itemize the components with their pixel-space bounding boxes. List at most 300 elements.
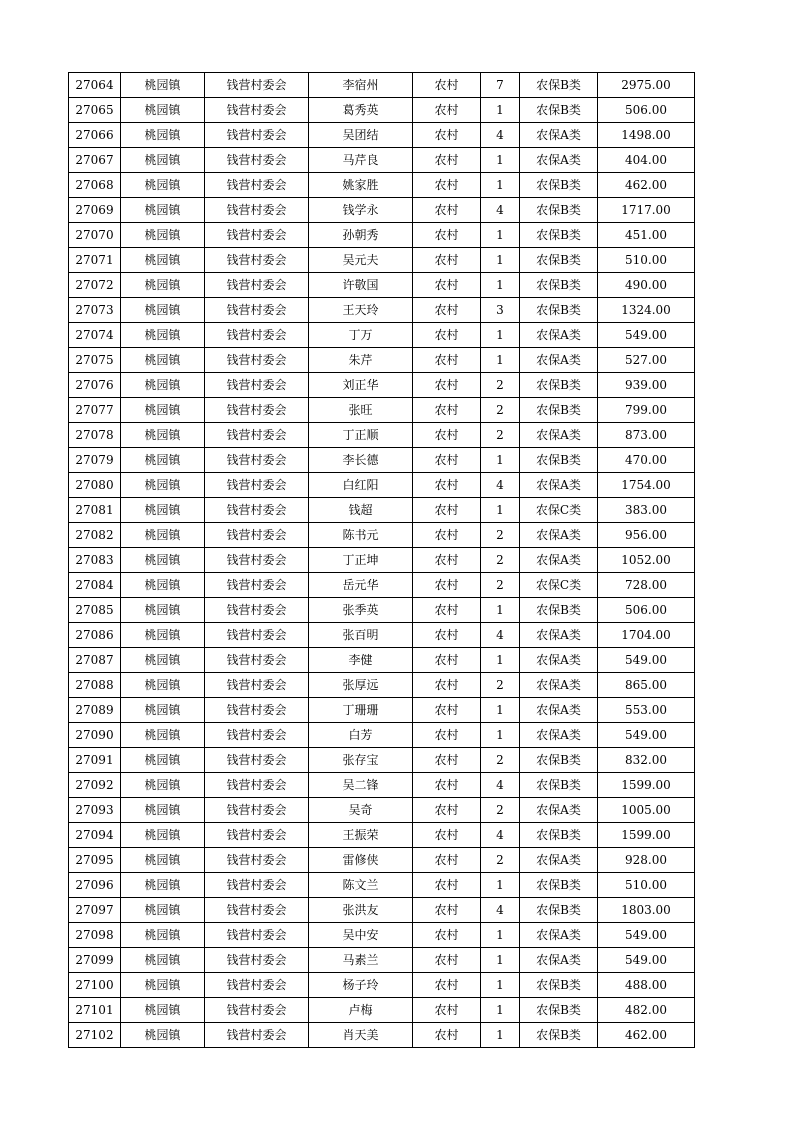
name-cell: 吴元夫 [309,248,413,273]
name-cell: 李健 [309,648,413,673]
name-cell: 葛秀英 [309,98,413,123]
insurance-category-cell: 农保C类 [520,498,598,523]
record-id-cell: 27064 [69,73,121,98]
town-cell: 桃园镇 [121,298,205,323]
insurance-category-cell: 农保A类 [520,548,598,573]
table-row [69,923,695,948]
amount-cell: 549.00 [598,948,695,973]
area-type-cell: 农村 [413,173,481,198]
town-cell: 桃园镇 [121,348,205,373]
town-cell: 桃园镇 [121,498,205,523]
amount-cell: 462.00 [598,173,695,198]
record-id-cell: 27070 [69,223,121,248]
area-type-cell: 农村 [413,448,481,473]
name-cell: 钱超 [309,498,413,523]
town-cell: 桃园镇 [121,248,205,273]
table-row [69,173,695,198]
area-type-cell: 农村 [413,898,481,923]
village-cell: 钱营村委会 [205,198,309,223]
insurance-category-cell: 农保A类 [520,848,598,873]
town-cell: 桃园镇 [121,873,205,898]
village-cell: 钱营村委会 [205,248,309,273]
town-cell: 桃园镇 [121,798,205,823]
insurance-category-cell: 农保B类 [520,98,598,123]
amount-cell: 510.00 [598,873,695,898]
area-type-cell: 农村 [413,923,481,948]
town-cell: 桃园镇 [121,323,205,348]
record-id-cell: 27096 [69,873,121,898]
insurance-category-cell: 农保B类 [520,298,598,323]
table-row [69,998,695,1023]
record-id-cell: 27098 [69,923,121,948]
table-row [69,948,695,973]
table-row [69,523,695,548]
name-cell: 李宿州 [309,73,413,98]
record-id-cell: 27079 [69,448,121,473]
table-row [69,123,695,148]
amount-cell: 482.00 [598,998,695,1023]
town-cell: 桃园镇 [121,623,205,648]
name-cell: 张存宝 [309,748,413,773]
table-row [69,623,695,648]
village-cell: 钱营村委会 [205,698,309,723]
town-cell: 桃园镇 [121,598,205,623]
household-count-cell: 7 [481,73,520,98]
village-cell: 钱营村委会 [205,773,309,798]
area-type-cell: 农村 [413,548,481,573]
area-type-cell: 农村 [413,373,481,398]
town-cell: 桃园镇 [121,948,205,973]
record-id-cell: 27102 [69,1023,121,1048]
table-row [69,348,695,373]
town-cell: 桃园镇 [121,173,205,198]
table-row [69,223,695,248]
table-row [69,448,695,473]
name-cell: 张旺 [309,398,413,423]
town-cell: 桃园镇 [121,273,205,298]
name-cell: 王天玲 [309,298,413,323]
table-row [69,398,695,423]
insurance-category-cell: 农保B类 [520,998,598,1023]
town-cell: 桃园镇 [121,423,205,448]
household-count-cell: 1 [481,448,520,473]
area-type-cell: 农村 [413,498,481,523]
amount-cell: 1005.00 [598,798,695,823]
area-type-cell: 农村 [413,1023,481,1048]
household-count-cell: 1 [481,723,520,748]
record-id-cell: 27069 [69,198,121,223]
name-cell: 岳元华 [309,573,413,598]
village-cell: 钱营村委会 [205,998,309,1023]
town-cell: 桃园镇 [121,723,205,748]
table-row [69,98,695,123]
table-body [69,73,695,1048]
record-id-cell: 27084 [69,573,121,598]
town-cell: 桃园镇 [121,898,205,923]
household-count-cell: 1 [481,348,520,373]
village-cell: 钱营村委会 [205,873,309,898]
amount-cell: 404.00 [598,148,695,173]
village-cell: 钱营村委会 [205,423,309,448]
amount-cell: 1324.00 [598,298,695,323]
area-type-cell: 农村 [413,323,481,348]
table-row [69,273,695,298]
village-cell: 钱营村委会 [205,173,309,198]
area-type-cell: 农村 [413,73,481,98]
household-count-cell: 2 [481,573,520,598]
household-count-cell: 1 [481,223,520,248]
table-row [69,798,695,823]
town-cell: 桃园镇 [121,673,205,698]
record-id-cell: 27074 [69,323,121,348]
household-count-cell: 1 [481,698,520,723]
amount-cell: 553.00 [598,698,695,723]
household-count-cell: 1 [481,998,520,1023]
household-count-cell: 2 [481,423,520,448]
area-type-cell: 农村 [413,423,481,448]
village-cell: 钱营村委会 [205,798,309,823]
amount-cell: 832.00 [598,748,695,773]
insurance-category-cell: 农保C类 [520,573,598,598]
amount-cell: 799.00 [598,398,695,423]
household-count-cell: 1 [481,1023,520,1048]
town-cell: 桃园镇 [121,1023,205,1048]
amount-cell: 1599.00 [598,773,695,798]
table-row [69,373,695,398]
area-type-cell: 农村 [413,648,481,673]
village-cell: 钱营村委会 [205,273,309,298]
record-id-cell: 27077 [69,398,121,423]
household-count-cell: 1 [481,98,520,123]
household-count-cell: 4 [481,123,520,148]
area-type-cell: 农村 [413,973,481,998]
area-type-cell: 农村 [413,873,481,898]
household-count-cell: 4 [481,823,520,848]
name-cell: 丁万 [309,323,413,348]
village-cell: 钱营村委会 [205,673,309,698]
village-cell: 钱营村委会 [205,623,309,648]
amount-cell: 506.00 [598,598,695,623]
area-type-cell: 农村 [413,223,481,248]
amount-cell: 928.00 [598,848,695,873]
record-id-cell: 27100 [69,973,121,998]
table-row [69,248,695,273]
insurance-category-cell: 农保A类 [520,698,598,723]
insurance-category-cell: 农保A类 [520,723,598,748]
name-cell: 许敬国 [309,273,413,298]
village-cell: 钱营村委会 [205,548,309,573]
name-cell: 陈书元 [309,523,413,548]
record-id-cell: 27091 [69,748,121,773]
household-count-cell: 1 [481,648,520,673]
name-cell: 张洪友 [309,898,413,923]
record-id-cell: 27094 [69,823,121,848]
insurance-category-cell: 农保A类 [520,423,598,448]
household-count-cell: 1 [481,923,520,948]
name-cell: 丁珊珊 [309,698,413,723]
name-cell: 姚家胜 [309,173,413,198]
amount-cell: 383.00 [598,498,695,523]
table-row [69,773,695,798]
name-cell: 肖天美 [309,1023,413,1048]
record-id-cell: 27097 [69,898,121,923]
town-cell: 桃园镇 [121,973,205,998]
insurance-category-cell: 农保B类 [520,248,598,273]
area-type-cell: 农村 [413,348,481,373]
name-cell: 李长德 [309,448,413,473]
record-id-cell: 27066 [69,123,121,148]
amount-cell: 1052.00 [598,548,695,573]
name-cell: 孙朝秀 [309,223,413,248]
table-row [69,473,695,498]
household-count-cell: 2 [481,673,520,698]
table-row [69,748,695,773]
table-row [69,648,695,673]
insurance-category-cell: 农保B类 [520,973,598,998]
name-cell: 刘正华 [309,373,413,398]
table-row [69,873,695,898]
insurance-category-cell: 农保A类 [520,348,598,373]
village-cell: 钱营村委会 [205,223,309,248]
amount-cell: 549.00 [598,923,695,948]
town-cell: 桃园镇 [121,198,205,223]
town-cell: 桃园镇 [121,848,205,873]
amount-cell: 728.00 [598,573,695,598]
amount-cell: 873.00 [598,423,695,448]
insurance-category-cell: 农保A类 [520,798,598,823]
insurance-category-cell: 农保A类 [520,923,598,948]
insurance-category-cell: 农保A类 [520,473,598,498]
town-cell: 桃园镇 [121,998,205,1023]
household-count-cell: 4 [481,198,520,223]
household-count-cell: 2 [481,548,520,573]
table-row [69,498,695,523]
table-row [69,823,695,848]
area-type-cell: 农村 [413,573,481,598]
town-cell: 桃园镇 [121,573,205,598]
amount-cell: 2975.00 [598,73,695,98]
town-cell: 桃园镇 [121,123,205,148]
insurance-category-cell: 农保B类 [520,273,598,298]
table-row [69,148,695,173]
amount-cell: 1717.00 [598,198,695,223]
village-cell: 钱营村委会 [205,448,309,473]
table-row [69,198,695,223]
insurance-category-cell: 农保B类 [520,773,598,798]
area-type-cell: 农村 [413,598,481,623]
record-id-cell: 27076 [69,373,121,398]
record-id-cell: 27072 [69,273,121,298]
area-type-cell: 农村 [413,773,481,798]
area-type-cell: 农村 [413,398,481,423]
table-row [69,1023,695,1048]
amount-cell: 1754.00 [598,473,695,498]
name-cell: 张厚远 [309,673,413,698]
record-id-cell: 27085 [69,598,121,623]
name-cell: 钱学永 [309,198,413,223]
record-id-cell: 27065 [69,98,121,123]
name-cell: 白芳 [309,723,413,748]
household-count-cell: 1 [481,248,520,273]
insurance-category-cell: 农保B类 [520,898,598,923]
name-cell: 张季英 [309,598,413,623]
village-cell: 钱营村委会 [205,973,309,998]
insurance-category-cell: 农保A类 [520,148,598,173]
town-cell: 桃园镇 [121,98,205,123]
record-id-cell: 27068 [69,173,121,198]
amount-cell: 1498.00 [598,123,695,148]
village-cell: 钱营村委会 [205,748,309,773]
insurance-category-cell: 农保B类 [520,198,598,223]
amount-cell: 470.00 [598,448,695,473]
record-id-cell: 27075 [69,348,121,373]
record-id-cell: 27081 [69,498,121,523]
village-cell: 钱营村委会 [205,373,309,398]
amount-cell: 939.00 [598,373,695,398]
table-row [69,848,695,873]
name-cell: 吴中安 [309,923,413,948]
record-id-cell: 27067 [69,148,121,173]
household-count-cell: 1 [481,973,520,998]
village-cell: 钱营村委会 [205,73,309,98]
town-cell: 桃园镇 [121,148,205,173]
village-cell: 钱营村委会 [205,823,309,848]
area-type-cell: 农村 [413,948,481,973]
village-cell: 钱营村委会 [205,98,309,123]
name-cell: 吴奇 [309,798,413,823]
area-type-cell: 农村 [413,848,481,873]
household-count-cell: 4 [481,623,520,648]
town-cell: 桃园镇 [121,548,205,573]
record-id-cell: 27071 [69,248,121,273]
town-cell: 桃园镇 [121,823,205,848]
table-row [69,323,695,348]
village-cell: 钱营村委会 [205,598,309,623]
insurance-category-cell: 农保B类 [520,1023,598,1048]
record-id-cell: 27095 [69,848,121,873]
village-cell: 钱营村委会 [205,398,309,423]
village-cell: 钱营村委会 [205,498,309,523]
village-cell: 钱营村委会 [205,298,309,323]
name-cell: 卢梅 [309,998,413,1023]
record-id-cell: 27087 [69,648,121,673]
insurance-category-cell: 农保B类 [520,373,598,398]
village-cell: 钱营村委会 [205,948,309,973]
town-cell: 桃园镇 [121,523,205,548]
village-cell: 钱营村委会 [205,648,309,673]
record-id-cell: 27086 [69,623,121,648]
name-cell: 白红阳 [309,473,413,498]
area-type-cell: 农村 [413,273,481,298]
household-count-cell: 2 [481,748,520,773]
household-count-cell: 2 [481,398,520,423]
name-cell: 丁正顺 [309,423,413,448]
table-row [69,73,695,98]
village-cell: 钱营村委会 [205,573,309,598]
town-cell: 桃园镇 [121,223,205,248]
town-cell: 桃园镇 [121,73,205,98]
insurance-category-cell: 农保A类 [520,523,598,548]
table-row [69,298,695,323]
household-count-cell: 4 [481,473,520,498]
village-cell: 钱营村委会 [205,923,309,948]
village-cell: 钱营村委会 [205,348,309,373]
insurance-category-cell: 农保A类 [520,323,598,348]
insurance-category-cell: 农保B类 [520,398,598,423]
town-cell: 桃园镇 [121,648,205,673]
household-count-cell: 1 [481,323,520,348]
area-type-cell: 农村 [413,148,481,173]
record-id-cell: 27089 [69,698,121,723]
insurance-category-cell: 农保A类 [520,123,598,148]
amount-cell: 549.00 [598,723,695,748]
household-count-cell: 4 [481,773,520,798]
name-cell: 朱芹 [309,348,413,373]
record-id-cell: 27080 [69,473,121,498]
village-cell: 钱营村委会 [205,898,309,923]
village-cell: 钱营村委会 [205,323,309,348]
town-cell: 桃园镇 [121,773,205,798]
amount-cell: 462.00 [598,1023,695,1048]
household-count-cell: 2 [481,798,520,823]
insurance-category-cell: 农保B类 [520,73,598,98]
name-cell: 吴二锋 [309,773,413,798]
insurance-category-cell: 农保A类 [520,948,598,973]
area-type-cell: 农村 [413,123,481,148]
amount-cell: 1704.00 [598,623,695,648]
town-cell: 桃园镇 [121,923,205,948]
table-row [69,598,695,623]
table-row [69,548,695,573]
area-type-cell: 农村 [413,823,481,848]
table-row [69,423,695,448]
record-id-cell: 27073 [69,298,121,323]
town-cell: 桃园镇 [121,448,205,473]
amount-cell: 1599.00 [598,823,695,848]
amount-cell: 490.00 [598,273,695,298]
record-id-cell: 27083 [69,548,121,573]
insurance-category-cell: 农保B类 [520,873,598,898]
table-row [69,723,695,748]
table-row [69,673,695,698]
village-cell: 钱营村委会 [205,1023,309,1048]
insurance-category-cell: 农保B类 [520,748,598,773]
amount-cell: 510.00 [598,248,695,273]
area-type-cell: 农村 [413,673,481,698]
village-cell: 钱营村委会 [205,148,309,173]
record-id-cell: 27090 [69,723,121,748]
village-cell: 钱营村委会 [205,848,309,873]
name-cell: 雷修侠 [309,848,413,873]
name-cell: 张百明 [309,623,413,648]
area-type-cell: 农村 [413,523,481,548]
town-cell: 桃园镇 [121,373,205,398]
town-cell: 桃园镇 [121,748,205,773]
household-count-cell: 1 [481,173,520,198]
household-count-cell: 4 [481,898,520,923]
area-type-cell: 农村 [413,473,481,498]
town-cell: 桃园镇 [121,698,205,723]
table-row [69,973,695,998]
household-count-cell: 3 [481,298,520,323]
insurance-category-cell: 农保B类 [520,598,598,623]
name-cell: 杨子玲 [309,973,413,998]
amount-cell: 549.00 [598,648,695,673]
insurance-category-cell: 农保B类 [520,173,598,198]
amount-cell: 506.00 [598,98,695,123]
amount-cell: 488.00 [598,973,695,998]
record-id-cell: 27099 [69,948,121,973]
